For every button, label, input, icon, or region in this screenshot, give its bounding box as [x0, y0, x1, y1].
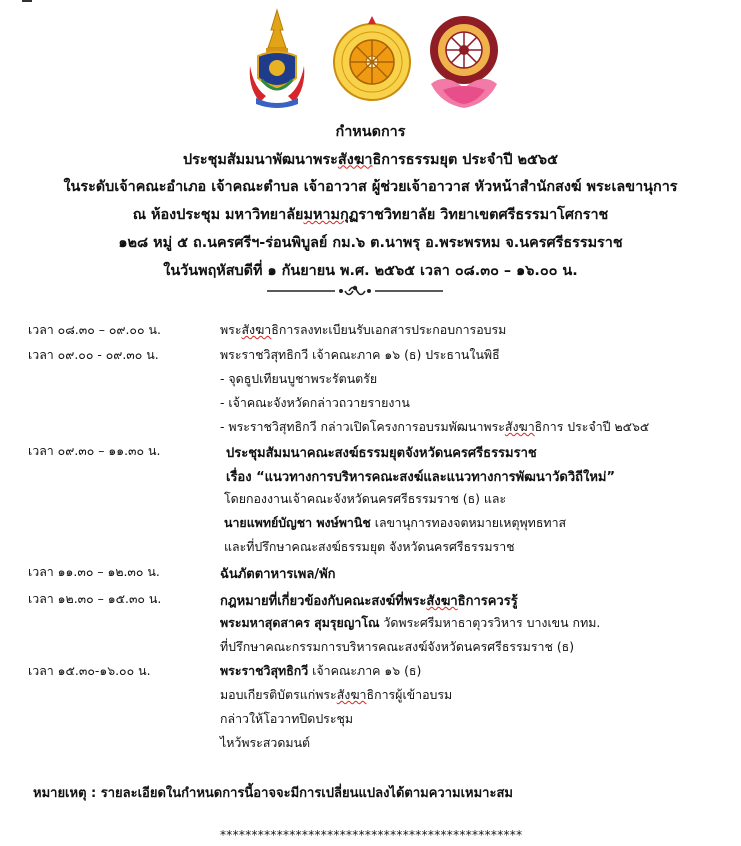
slot-3-title: ประชุมสัมมนาคณะสงฆ์ธรรมยุตจังหวัดนครศรีธรรมราช — [226, 446, 537, 461]
header-participants: ในระดับเจ้าคณะอำเภอ เจ้าคณะตำบล เจ้าอาวาส ผู้ช่วยเจ้าอาวาส หัวหน้าสำนักสงฆ์ พระเลขานุการ — [63, 179, 678, 196]
slot-2-item-2: - เจ้าคณะจังหวัดกล่าวถวายรายงาน — [220, 395, 410, 410]
slot-3-advisor: และที่ปรึกษาคณะสงฆ์ธรรมยุต จังหวัดนครศรีธรรมราช — [224, 539, 515, 554]
header-date: ในวันพฤหัสบดีที่ ๑ กันยายน พ.ศ. ๒๕๖๕ เวลา ๐๘.๓๐ – ๑๖.๐๐ น. — [163, 262, 578, 279]
time-slot-5: เวลา ๑๒.๓๐ – ๑๕.๓๐ น. — [28, 591, 162, 606]
header-venue: ณ ห้องประชุม มหาวิทยาลัยมหามกุฏราชวิทยาลัย วิทยาเขตศรีธรรมาโศกราช — [132, 207, 609, 224]
header-venue-underlined: มหามกุฏ — [303, 207, 359, 224]
slot-4-description: ฉันภัตตาหารเพล/พัก — [220, 567, 336, 582]
dharma-wheel-seal-icon — [332, 8, 412, 112]
header-title: กำหนดการ — [335, 124, 406, 140]
slot-2-item-1: - จุดธูปเทียนบูชาพระรัตนตรัย — [220, 371, 378, 386]
lotus-dharma-wheel-icon — [423, 8, 505, 112]
header-event: ประชุมสัมมนาพัฒนาพระสังฆาธิการธรรมยุต ประจำปี ๒๕๖๕ — [183, 151, 558, 168]
time-slot-2: เวลา ๐๙.๐๐ - ๐๙.๓๐ น. — [28, 347, 159, 362]
logo-row — [0, 8, 741, 112]
header-event-underlined: สังฆา — [337, 151, 373, 168]
corner-mark — [22, 0, 32, 2]
remark-note: หมายเหตุ : รายละเอียดในกำหนดการนี้อาจจะมีการเปลี่ยนแปลงได้ตามความเหมาะสม — [33, 786, 513, 801]
slot-3-topic: เรื่อง “แนวทางการบริหารคณะสงฆ์และแนวทางการพัฒนาวัดวิถีใหม่” — [226, 470, 616, 485]
end-separator: ************************************************ — [220, 828, 523, 842]
slot-5-speaker: พระมหาสุดสาคร สุมรุยญาโณ วัดพระศรีมหาธาตุวรวิหาร บางเขน กทม. — [220, 615, 601, 630]
slot-5-speaker-role: ที่ปรึกษาคณะกรรมการบริหารคณะสงฆ์จังหวัดนครศรีธรรมราช (ธ) — [220, 639, 575, 654]
slot-6-item-1: มอบเกียรติบัตรแก่พระสังฆาธิการผู้เข้าอบรม — [220, 687, 453, 702]
header-address: ๑๒๘ หมู่ ๕ ถ.นครศรีฯ-ร่อนพิบูลย์ กม.๖ ต.นาพรุ อ.พระพรหม จ.นครศรีธรรมราช — [118, 234, 623, 251]
slot-3-organizer: โดยกองงานเจ้าคณะจังหวัดนครศรีธรรมราช (ธ) และ — [224, 491, 507, 506]
slot-6-item-3: ไหว้พระสวดมนต์ — [220, 735, 311, 750]
time-slot-4: เวลา ๑๑.๓๐ – ๑๒.๓๐ น. — [28, 564, 160, 579]
slot-6-item-2: กล่าวให้โอวาทปิดประชุม — [220, 711, 354, 726]
slot-3-speaker: นายแพทย์บัญชา พงษ์พานิช เลขานุการทองจตหมายเหตุพุทธทาส — [224, 515, 567, 530]
agenda-header — [0, 119, 741, 285]
slot-2-description: พระราชวิสุทธิกวี เจ้าคณะภาค ๑๖ (ธ) ประธานในพิธี — [220, 347, 500, 362]
slot-1-description: พระสังฆาธิการลงทะเบียนรับเอกสารประกอบการอบรม — [220, 322, 507, 337]
time-slot-1: เวลา ๐๘.๓๐ – ๐๙.๐๐ น. — [28, 322, 161, 337]
slot-2-item-3: - พระราชวิสุทธิกวี กล่าวเปิดโครงการอบรมพัฒนาพระสังฆาธิการ ประจำปี ๒๕๖๕ — [220, 419, 650, 434]
ornamental-divider-icon — [265, 283, 445, 299]
royal-crown-emblem-icon — [246, 8, 308, 108]
slot-5-title: กฎหมายที่เกี่ยวข้องกับคณะสงฆ์ที่พระสังฆาธิการควรรู้ — [220, 594, 518, 609]
time-slot-3: เวลา ๐๙.๓๐ – ๑๑.๓๐ น. — [28, 443, 161, 458]
slot-6-speaker: พระราชวิสุทธิกวี เจ้าคณะภาค ๑๖ (ธ) — [220, 663, 422, 678]
time-slot-6: เวลา ๑๕.๓๐-๑๖.๐๐ น. — [28, 663, 151, 678]
